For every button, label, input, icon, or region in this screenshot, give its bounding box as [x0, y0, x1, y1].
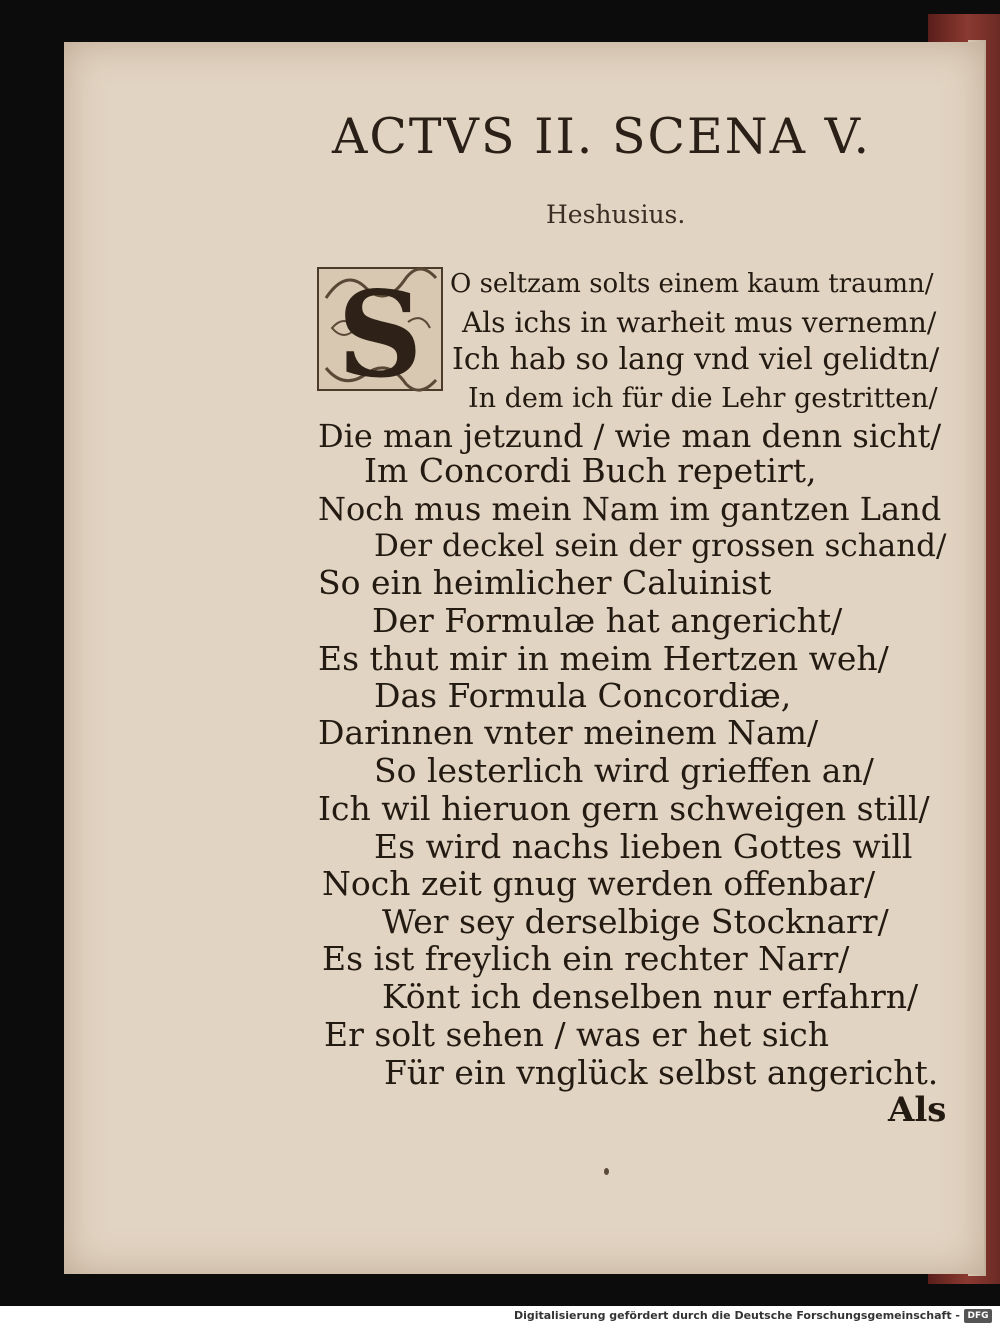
page-heading: ACTVS II. SCENA V. [332, 108, 872, 165]
verse-line: Er solt sehen / was er het sich [324, 1015, 829, 1054]
footer-credit: Digitalisierung gefördert durch die Deutsche Forschungsgemeinschaft - [513, 1309, 960, 1322]
verse-line: In dem ich für die Lehr gestritten/ [468, 383, 938, 414]
catchword: Als [888, 1090, 947, 1130]
verse-line: O seltzam solts einem kaum traumn/ [450, 269, 934, 299]
decorated-initial-icon [312, 258, 448, 398]
verse-line: Für ein vnglück selbst angericht. [384, 1053, 939, 1092]
verse-line: Die man jetzund / wie man denn sicht/ [318, 417, 942, 455]
verse-line: Ich hab so lang vnd viel gelidtn/ [452, 342, 940, 377]
verse-line: Es wird nachs lieben Gottes will [374, 827, 913, 866]
verse-line: Ich wil hieruon gern schweigen still/ [318, 789, 930, 828]
speaker-name: Heshusius. [546, 200, 686, 229]
initial-letter: S [337, 265, 423, 398]
signature-mark [604, 1168, 609, 1175]
verse-line: Der Formulæ hat angericht/ [372, 601, 843, 640]
verse-line: Noch mus mein Nam im gantzen Land [318, 490, 942, 528]
verse-line: Wer sey derselbige Stocknarr/ [382, 902, 889, 941]
dfg-logo: DFG [964, 1309, 992, 1323]
verse-line: So ein heimlicher Caluinist [318, 563, 772, 602]
verse-line: Könt ich denselben nur erfahrn/ [382, 977, 919, 1016]
verse-line: Darinnen vnter meinem Nam/ [318, 713, 819, 752]
verse-line: Der deckel sein der grossen schand/ [374, 528, 947, 564]
verse-line: Es thut mir in meim Hertzen weh/ [318, 639, 889, 678]
verse-line: Das Formula Concordiæ, [374, 676, 792, 715]
verse-line: So lesterlich wird grieffen an/ [374, 751, 874, 790]
verse-line: Noch zeit gnug werden offenbar/ [322, 864, 876, 903]
footer-bar [0, 1306, 1000, 1327]
verse-line: Es ist freylich ein rechter Narr/ [322, 939, 850, 978]
verse-line: Als ichs in warheit mus vernemn/ [462, 306, 937, 339]
verse-line: Im Concordi Buch repetirt, [364, 451, 817, 490]
